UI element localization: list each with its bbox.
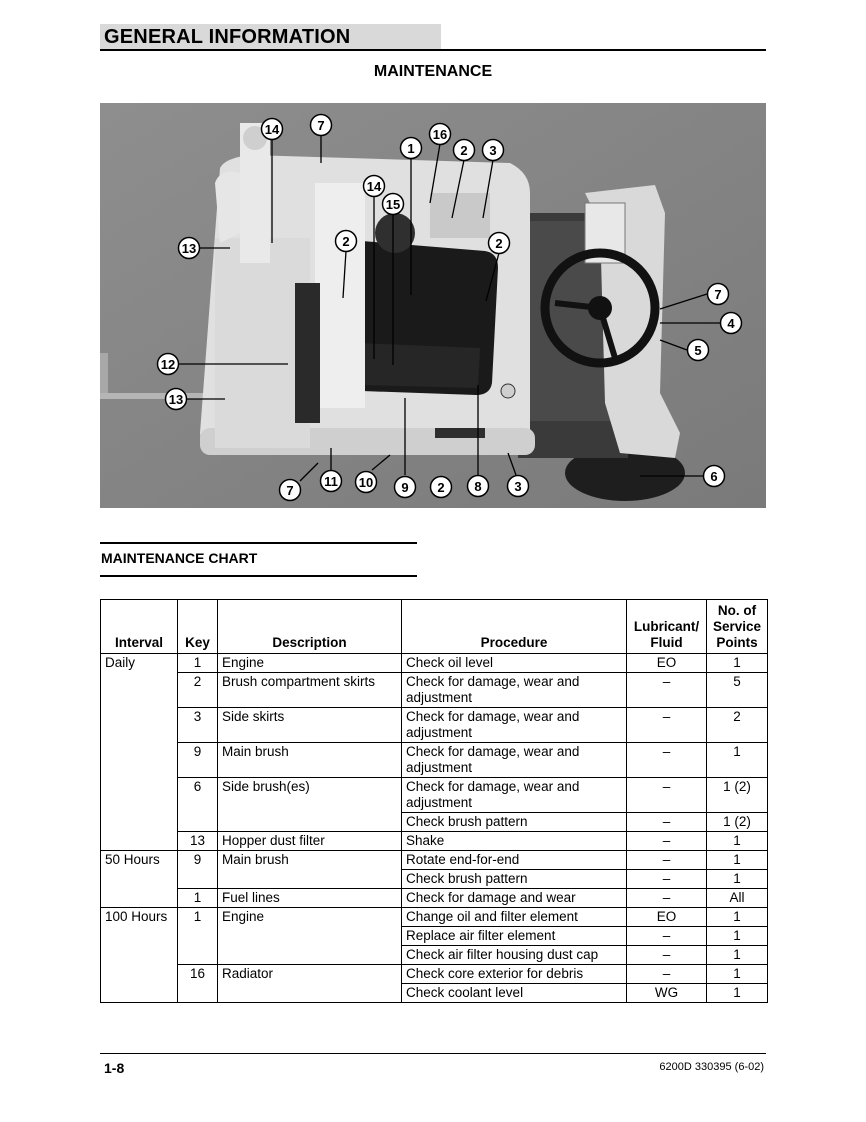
cell-interval [101,778,178,813]
cell-description [218,870,402,889]
page-number: 1-8 [104,1060,125,1076]
cell-interval [101,889,178,908]
cell-description: Hopper dust filter [218,832,402,851]
cell-procedure: Check oil level [402,654,627,673]
cell-procedure: Check core exterior for debris [402,965,627,984]
cell-interval: 50 Hours [101,851,178,870]
cell-key [178,870,218,889]
svg-text:9: 9 [401,480,409,495]
cell-description: Main brush [218,743,402,778]
cell-points: 1 [707,965,768,984]
cell-lubricant: – [627,778,707,813]
cell-procedure: Check for damage, wear and adjustment [402,673,627,708]
table-row [101,673,768,708]
cell-procedure: Check for damage, wear and adjustment [402,708,627,743]
cell-points: 1 [707,743,768,778]
table-row [101,889,768,908]
cell-interval [101,673,178,708]
cell-lubricant: – [627,813,707,832]
cell-points: 1 (2) [707,813,768,832]
svg-text:6: 6 [710,469,718,484]
cell-points: 1 [707,870,768,889]
svg-text:7: 7 [714,287,722,302]
cell-lubricant: – [627,889,707,908]
svg-text:4: 4 [727,316,735,331]
svg-text:2: 2 [495,236,503,251]
table-row [101,654,768,673]
cell-key [178,946,218,965]
table-row [101,946,768,965]
radiator-fan [375,213,415,253]
cell-key: 16 [178,965,218,984]
cell-description [218,927,402,946]
cell-interval [101,946,178,965]
cell-procedure: Check brush pattern [402,870,627,889]
callout-12 [158,354,179,375]
cell-points: 2 [707,708,768,743]
cell-procedure: Check for damage, wear and adjustment [402,743,627,778]
cell-points: 1 [707,946,768,965]
svg-text:13: 13 [168,392,184,407]
callout-7 [708,284,729,305]
cell-key [178,984,218,1003]
cell-key: 1 [178,889,218,908]
svg-text:2: 2 [342,234,350,249]
table-header-row [101,600,768,654]
svg-text:10: 10 [358,475,374,490]
cell-interval [101,927,178,946]
callout-8 [468,476,489,497]
engine-cover [430,193,490,238]
cell-lubricant: WG [627,984,707,1003]
cell-key: 9 [178,851,218,870]
cell-interval [101,870,178,889]
svg-text:3: 3 [514,479,522,494]
svg-text:15: 15 [385,197,401,212]
cell-procedure: Replace air filter element [402,927,627,946]
cell-interval [101,708,178,743]
cell-points: 1 [707,654,768,673]
cell-lubricant: – [627,927,707,946]
svg-text:13: 13 [181,241,197,256]
section-title: GENERAL INFORMATION [104,26,351,48]
chart-heading: MAINTENANCE CHART [101,550,258,566]
cell-key: 13 [178,832,218,851]
header-lubricant: Lubricant/ Fluid [627,600,707,654]
cell-key: 9 [178,743,218,778]
cell-key: 3 [178,708,218,743]
cell-key [178,927,218,946]
document-code: 6200D 330395 (6-02) [659,1061,764,1073]
callout-7 [280,480,301,501]
callout-3 [483,140,504,161]
cell-lubricant: – [627,832,707,851]
callout-5 [688,340,709,361]
header-description: Description [218,600,402,654]
cell-lubricant: – [627,673,707,708]
header-key: Key [178,600,218,654]
callout-13 [179,238,200,259]
cell-description: Fuel lines [218,889,402,908]
chart-rule-top [100,542,417,544]
cell-points: 1 [707,832,768,851]
cell-interval [101,743,178,778]
callout-7 [311,115,332,136]
callout-10 [356,472,377,493]
cell-key: 6 [178,778,218,813]
callout-3 [508,476,529,497]
cell-description: Brush compartment skirts [218,673,402,708]
cell-description [218,946,402,965]
svg-text:16: 16 [432,127,448,142]
callout-13 [166,389,187,410]
table-row [101,708,768,743]
callout-11 [321,471,342,492]
cell-key [178,813,218,832]
hopper-top [315,183,365,408]
cell-key: 2 [178,673,218,708]
cell-points: 1 [707,984,768,1003]
svg-text:8: 8 [474,479,482,494]
svg-text:5: 5 [694,343,702,358]
callout-15 [383,194,404,215]
callout-1 [401,138,422,159]
cell-procedure: Check coolant level [402,984,627,1003]
svg-text:7: 7 [286,483,294,498]
cell-procedure: Check for damage and wear [402,889,627,908]
table-row [101,984,768,1003]
cell-procedure: Change oil and filter element [402,908,627,927]
cell-interval [101,965,178,984]
cell-procedure: Check brush pattern [402,813,627,832]
header-interval: Interval [101,600,178,654]
header-service-points: No. of Service Points [707,600,768,654]
table-row [101,778,768,813]
callout-2 [431,477,452,498]
svg-text:11: 11 [324,474,338,489]
callout-2 [454,140,475,161]
cell-interval: 100 Hours [101,908,178,927]
cell-procedure: Check air filter housing dust cap [402,946,627,965]
cell-interval [101,813,178,832]
table-row [101,743,768,778]
cell-lubricant: – [627,851,707,870]
page-title: MAINTENANCE [373,63,493,80]
callout-16 [430,124,451,145]
svg-text:7: 7 [317,118,325,133]
cell-lubricant: – [627,708,707,743]
footer-rule [100,1053,766,1054]
cell-key: 1 [178,908,218,927]
callout-2 [336,231,357,252]
cell-lubricant: – [627,946,707,965]
hopper-side [295,283,320,423]
callout-6 [704,466,725,487]
cell-description: Side brush(es) [218,778,402,813]
table-row [101,908,768,927]
cell-lubricant: EO [627,908,707,927]
cell-points: All [707,889,768,908]
callout-2 [489,233,510,254]
cell-points: 5 [707,673,768,708]
cell-lubricant: – [627,743,707,778]
cell-points: 1 [707,851,768,870]
table-row [101,832,768,851]
cell-interval [101,984,178,1003]
cell-description [218,813,402,832]
table-row [101,813,768,832]
cell-lubricant: – [627,870,707,889]
callout-14 [262,119,283,140]
cell-lubricant: – [627,965,707,984]
cell-procedure: Rotate end-for-end [402,851,627,870]
cell-points: 1 [707,927,768,946]
svg-text:3: 3 [489,143,497,158]
cell-procedure: Check for damage, wear and adjustment [402,778,627,813]
svg-text:14: 14 [366,179,382,194]
cell-interval [101,832,178,851]
callout-4 [721,313,742,334]
cell-description: Radiator [218,965,402,984]
header-procedure: Procedure [402,600,627,654]
table-row [101,851,768,870]
svg-text:2: 2 [460,143,468,158]
cell-description: Engine [218,654,402,673]
table-row [101,870,768,889]
seat-back [358,343,480,388]
cell-points: 1 [707,908,768,927]
cell-description [218,984,402,1003]
cell-lubricant: EO [627,654,707,673]
svg-text:1: 1 [407,141,415,156]
chart-rule-bottom [100,575,417,577]
maintenance-table [100,599,768,1003]
machine-photo [100,103,766,508]
svg-text:2: 2 [437,480,445,495]
cell-description: Side skirts [218,708,402,743]
cell-key: 1 [178,654,218,673]
cell-points: 1 (2) [707,778,768,813]
callout-14 [364,176,385,197]
floor-stripe [100,353,108,393]
header-rule [100,49,766,51]
svg-text:14: 14 [264,122,280,137]
table-row [101,927,768,946]
cell-procedure: Shake [402,832,627,851]
cell-interval: Daily [101,654,178,673]
cell-description: Main brush [218,851,402,870]
cell-description: Engine [218,908,402,927]
callout-9 [395,477,416,498]
svg-text:12: 12 [160,357,176,372]
table-row [101,965,768,984]
